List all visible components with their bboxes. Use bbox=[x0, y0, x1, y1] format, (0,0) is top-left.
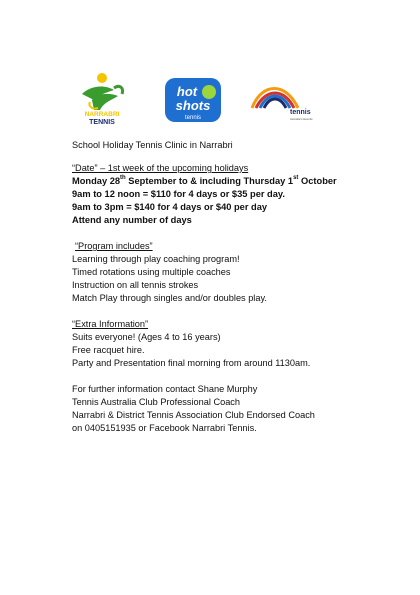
extra-heading: “Extra Information” bbox=[72, 319, 149, 329]
contact-line: Narrabri & District Tennis Association Club Endorsed Coach bbox=[72, 410, 315, 420]
date-line: Monday 28th September to & including Thursday 1st October bbox=[72, 174, 337, 186]
contact-line: Tennis Australia Club Professional Coach bbox=[72, 397, 241, 407]
contact-line: For further information contact Shane Murphy bbox=[72, 384, 258, 394]
time-line: 9am to 12 noon = $110 for 4 days or $35 per day. bbox=[72, 189, 285, 199]
program-item: Match Play through singles and/or doubles play. bbox=[72, 293, 267, 303]
flyer-content bbox=[72, 139, 412, 435]
program-item: Timed rotations using multiple coaches bbox=[72, 267, 231, 277]
attend-line: Attend any number of days bbox=[72, 215, 192, 225]
flyer-title: School Holiday Tennis Clinic in Narrabri bbox=[72, 140, 233, 150]
logo-row bbox=[0, 66, 420, 130]
ball-icon bbox=[97, 73, 107, 83]
ball-icon bbox=[202, 85, 216, 99]
program-item: Instruction on all tennis strokes bbox=[72, 280, 199, 290]
time-line: 9am to 3pm = $140 for 4 days or $40 per day bbox=[72, 202, 268, 212]
tagline-text: Australia's favourite bbox=[290, 118, 313, 121]
tennis-text: TENNIS bbox=[89, 119, 115, 126]
narrabri-text: NARRABRI bbox=[84, 111, 120, 118]
tennis-text: tennis bbox=[184, 115, 202, 121]
date-heading: “Date” – 1st week of the upcoming holidays bbox=[72, 163, 249, 173]
hot-text: hot bbox=[176, 84, 198, 99]
narrabri-tennis-logo bbox=[74, 70, 130, 126]
program-heading: “Program includes” bbox=[75, 241, 153, 251]
shots-text: shots bbox=[175, 98, 211, 113]
tennis-australia-logo bbox=[246, 78, 313, 124]
extra-item: Suits everyone! (Ages 4 to 16 years) bbox=[72, 332, 221, 342]
tennis-text: tennis bbox=[290, 109, 311, 116]
contact-line: on 0405151935 or Facebook Narrabri Tennis. bbox=[72, 423, 257, 433]
extra-item: Party and Presentation final morning from around 1130am. bbox=[72, 358, 311, 368]
extra-item: Free racquet hire. bbox=[72, 345, 145, 355]
hot-shots-logo bbox=[163, 76, 223, 124]
program-item: Learning through play coaching program! bbox=[72, 254, 240, 264]
